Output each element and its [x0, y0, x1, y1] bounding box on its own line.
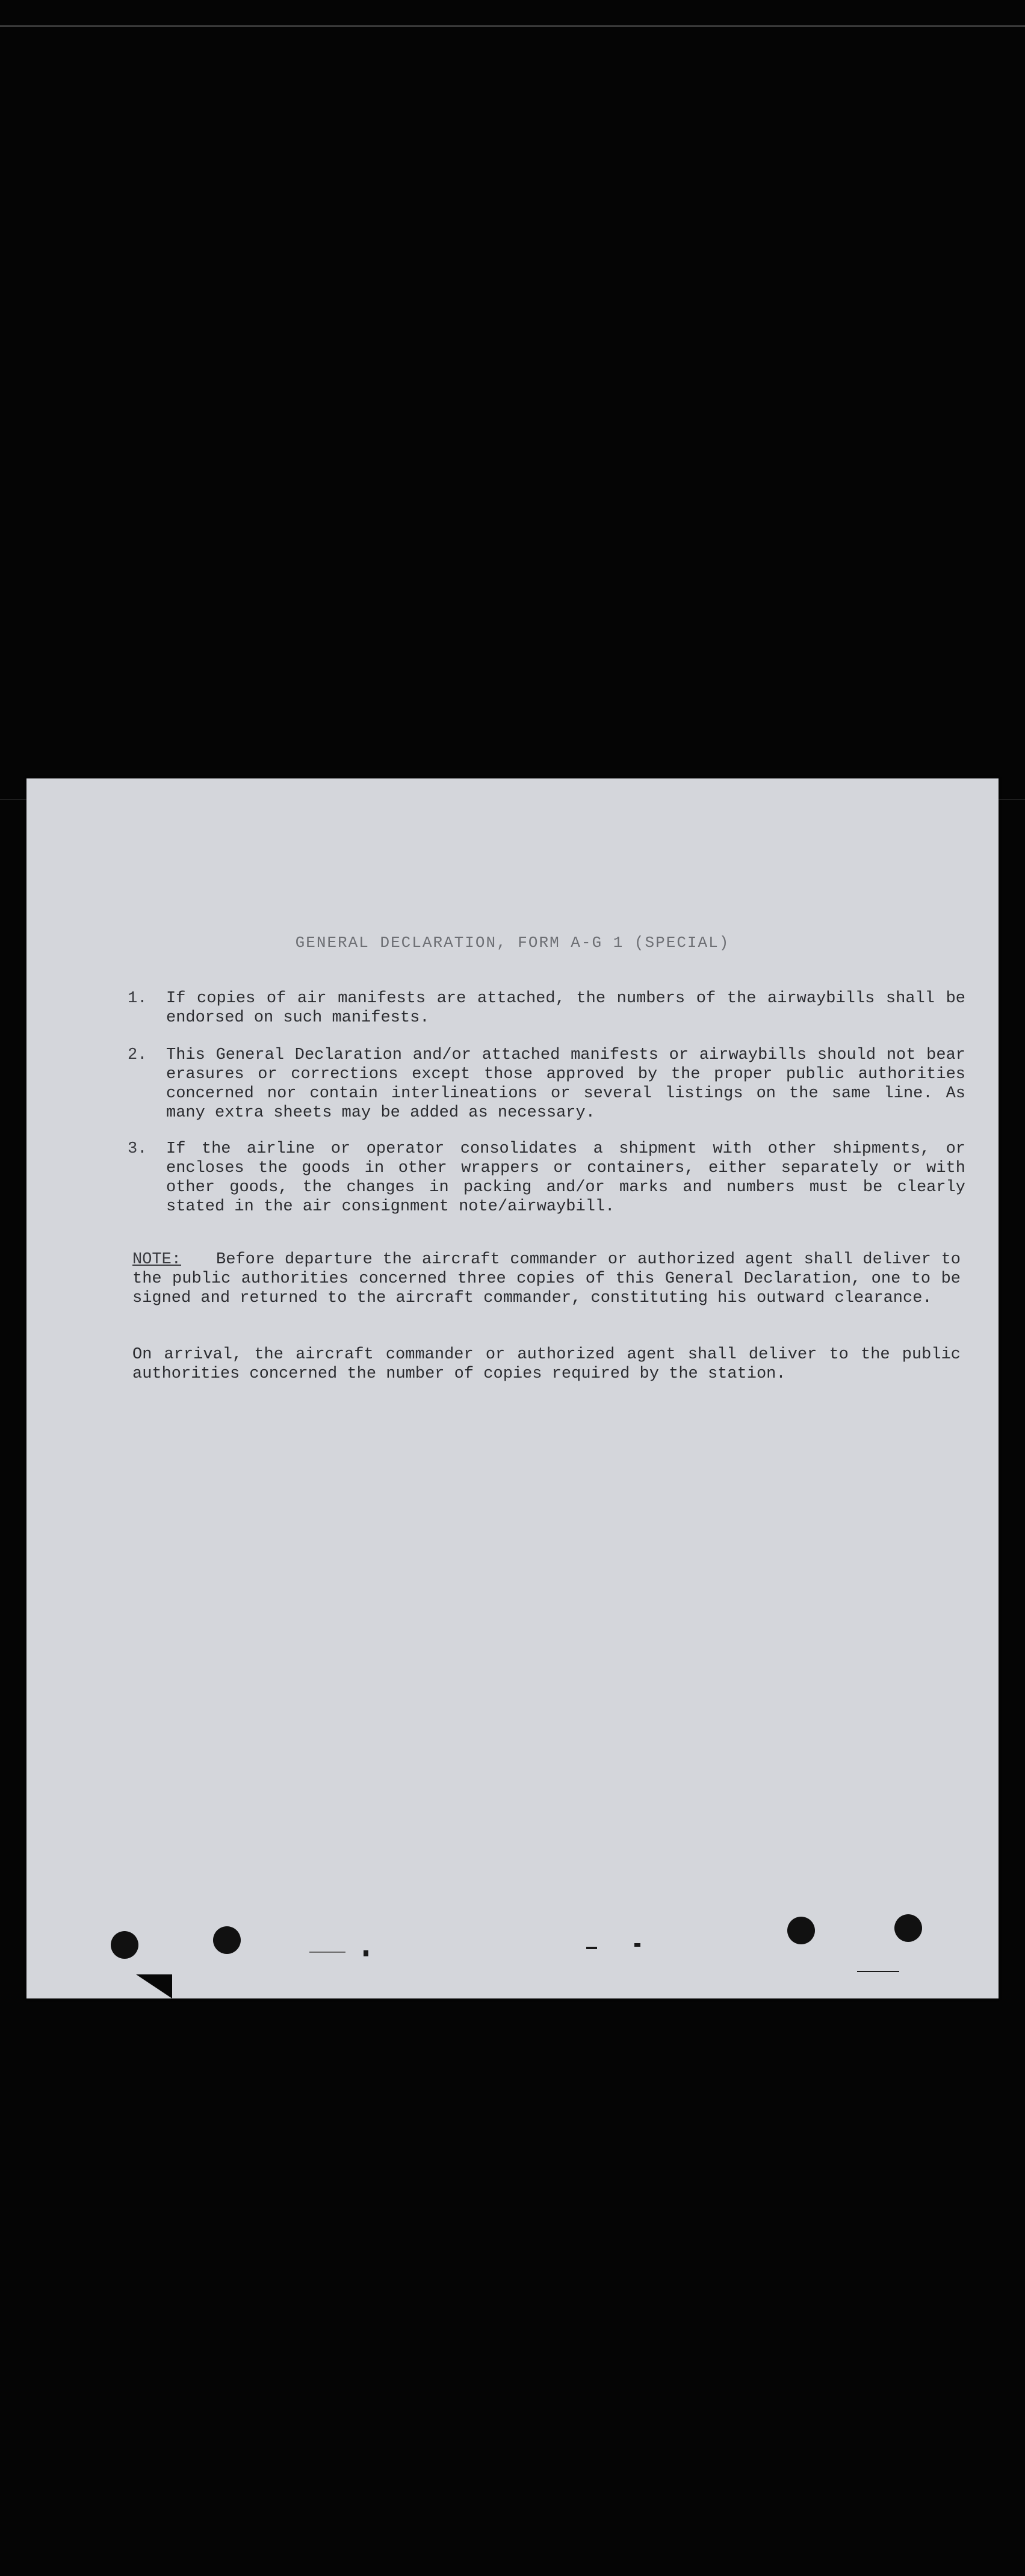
ink-speck — [586, 1947, 597, 1949]
note-paragraph — [132, 1250, 961, 1308]
item-text: This General Declaration and/or attached manifests or airwaybills should not bear erasures or corrections except those approved by the proper public authorities concerned nor contain interlineations or several listings on the same line. As many extra sheets may be added as necessary. — [166, 1046, 965, 1122]
torn-corner — [136, 1974, 172, 1998]
item-text: If copies of air manifests are attached, the numbers of the airwaybills shall be endorsed on such manifests. — [166, 990, 965, 1027]
arrival-paragraph: On arrival, the aircraft commander or authorized agent shall deliver to the public authorities concerned the number of copies required by the station. — [132, 1346, 961, 1383]
item-text: If the airline or operator consolidates a shipment with other shipments, or encloses the goods in other wrappers or containers, either separately or with other goods, the changes in packing and/or marks and numbers must be clearly stated in the air consignment note/airwaybill. — [166, 1140, 965, 1216]
punch-hole-left-2 — [213, 1926, 241, 1954]
note-text: Before departure the aircraft commander or authorized agent shall deliver to the public authorities concerned three copies of this General Declaration, one to be signed and returned to the aircraft commander, constituting his outward clearance. — [132, 1251, 961, 1307]
ink-speck — [309, 1952, 345, 1953]
instruction-item-2 — [129, 1046, 965, 1123]
ink-speck — [634, 1943, 640, 1947]
instruction-item-1 — [129, 989, 965, 1028]
note-label: NOTE: — [132, 1251, 182, 1269]
punch-hole-right-2 — [894, 1914, 922, 1942]
punch-hole-right-1 — [787, 1917, 815, 1944]
item-number: 2. — [128, 1046, 147, 1064]
item-number: 3. — [128, 1140, 147, 1158]
ink-speck — [364, 1950, 368, 1956]
item-number: 1. — [128, 990, 147, 1008]
punch-hole-left-1 — [111, 1931, 138, 1959]
ink-speck — [857, 1971, 899, 1972]
instruction-item-3 — [129, 1139, 965, 1216]
document-sheet — [26, 778, 999, 1998]
form-title: GENERAL DECLARATION, FORM A-G 1 (SPECIAL) — [295, 934, 730, 952]
film-edge-line — [0, 25, 1025, 27]
